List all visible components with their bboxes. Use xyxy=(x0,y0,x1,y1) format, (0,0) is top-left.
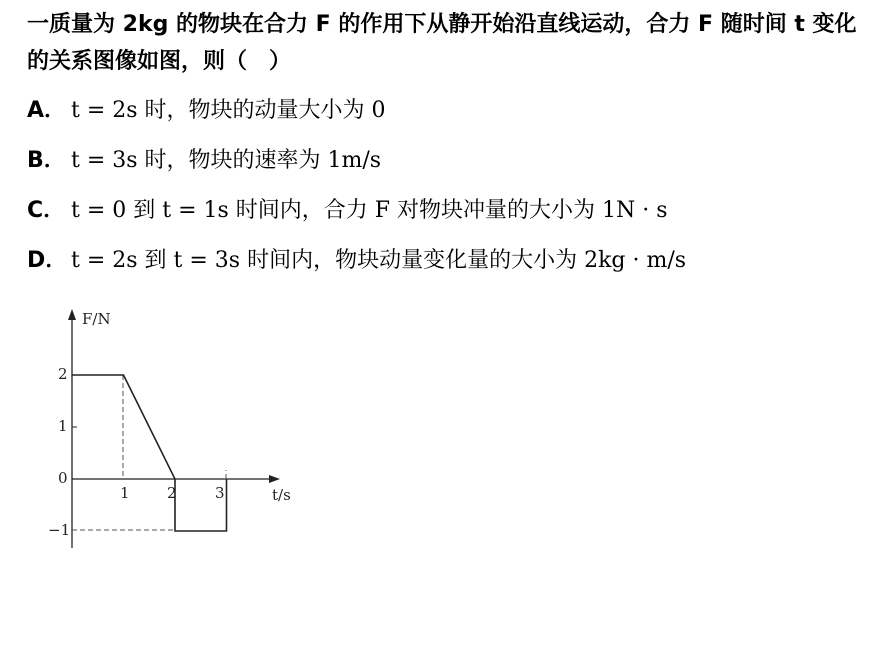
force-series-line xyxy=(72,375,227,531)
y-axis-arrow xyxy=(68,309,76,320)
force-time-chart xyxy=(40,300,320,560)
x-axis-label: t/s xyxy=(272,486,291,504)
y-tick-2: 2 xyxy=(58,365,68,383)
option-a[interactable] xyxy=(27,96,386,126)
x-tick-2: 2 xyxy=(167,484,177,502)
x-axis-arrow xyxy=(269,475,280,483)
option-c[interactable] xyxy=(27,196,668,226)
option-c-text: t = 0 到 t = 1s 时间内，合力 F 对物块冲量的大小为 1N · s xyxy=(71,198,668,223)
option-d[interactable] xyxy=(27,246,686,276)
y-tick-0: 0 xyxy=(58,469,68,487)
question-text: 一质量为 2kg 的物块在合力 F 的作用下从静开始沿直线运动，合力 F 随时间 t 变化的关系图像如图，则（ ） xyxy=(27,12,857,74)
x-tick-3: 3 xyxy=(215,484,225,502)
option-b[interactable] xyxy=(27,146,381,176)
y-tick-1: 1 xyxy=(58,417,68,435)
y-tick-neg1: −1 xyxy=(48,521,71,539)
option-a-label: A． xyxy=(27,98,67,123)
y-axis-label: F/N xyxy=(82,310,111,328)
option-c-label: C． xyxy=(27,198,66,223)
option-d-label: D． xyxy=(27,248,68,273)
option-a-text: t = 2s 时，物块的动量大小为 0 xyxy=(71,98,386,123)
option-b-label: B． xyxy=(27,148,66,173)
option-d-text: t = 2s 到 t = 3s 时间内，物块动量变化量的大小为 2kg · m/s xyxy=(71,248,687,273)
x-tick-1: 1 xyxy=(120,484,130,502)
option-b-text: t = 3s 时，物块的速率为 1m/s xyxy=(71,148,382,173)
